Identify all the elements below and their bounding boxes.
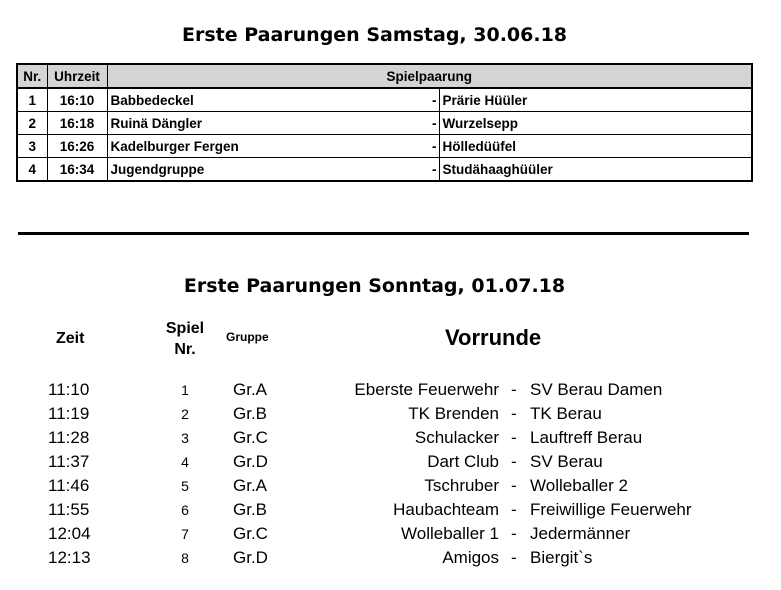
header-vorrunde: Vorrunde — [445, 325, 542, 350]
match-group: Gr.A — [233, 380, 268, 399]
home-team: Eberste Feuerwehr — [354, 380, 499, 399]
table-row — [17, 112, 752, 135]
away-team: Jedermänner — [530, 524, 631, 543]
away-team: Freiwillige Feuerwehr — [530, 500, 692, 519]
row-separator: - — [429, 158, 439, 182]
row-time: 16:10 — [47, 88, 107, 112]
match-group: Gr.C — [233, 428, 268, 447]
list-item — [0, 404, 781, 428]
match-group: Gr.B — [233, 500, 268, 519]
separator: - — [511, 452, 517, 471]
match-nr: 2 — [181, 406, 189, 422]
separator: - — [511, 548, 517, 567]
row-away-team: Hölledüüfel — [439, 135, 752, 158]
separator: - — [511, 524, 517, 543]
sunday-title: Erste Paarungen Sonntag, 01.07.18 — [183, 275, 566, 297]
home-team: Dart Club — [427, 452, 499, 471]
separator: - — [511, 500, 517, 519]
match-group: Gr.A — [233, 476, 268, 495]
match-group: Gr.C — [233, 524, 268, 543]
list-item — [0, 380, 781, 404]
row-home-team: Jugendgruppe — [107, 158, 429, 182]
match-group: Gr.D — [233, 452, 268, 471]
row-home-team: Ruinä Dängler — [107, 112, 429, 135]
row-nr: 4 — [17, 158, 47, 182]
away-team: Biergit`s — [530, 548, 593, 567]
header-pairing: Spielpaarung — [107, 64, 752, 88]
separator: - — [511, 428, 517, 447]
match-nr: 4 — [181, 454, 189, 470]
list-item — [0, 524, 781, 548]
match-nr: 7 — [181, 526, 189, 542]
home-team: Wolleballer 1 — [401, 524, 499, 543]
away-team: Wolleballer 2 — [530, 476, 628, 495]
row-nr: 2 — [17, 112, 47, 135]
match-nr: 8 — [181, 550, 189, 566]
row-nr: 3 — [17, 135, 47, 158]
table-row — [17, 135, 752, 158]
header-spiel-nr: Spiel Nr. — [165, 320, 205, 358]
match-group: Gr.D — [233, 548, 268, 567]
row-nr: 1 — [17, 88, 47, 112]
match-nr: 1 — [181, 382, 189, 398]
match-nr: 3 — [181, 430, 189, 446]
row-away-team: Prärie Hüüler — [439, 88, 752, 112]
row-home-team: Kadelburger Fergen — [107, 135, 429, 158]
match-time: 12:13 — [48, 548, 91, 567]
match-group: Gr.B — [233, 404, 268, 423]
row-time: 16:18 — [47, 112, 107, 135]
home-team: Tschruber — [424, 476, 499, 495]
list-item — [0, 428, 781, 452]
header-nr: Nr. — [17, 64, 47, 88]
home-team: Amigos — [442, 548, 499, 567]
match-nr: 6 — [181, 502, 189, 518]
home-team: Schulacker — [414, 428, 499, 447]
away-team: SV Berau — [530, 452, 603, 471]
row-time: 16:34 — [47, 158, 107, 182]
away-team: TK Berau — [530, 404, 602, 423]
list-item — [0, 476, 781, 500]
row-away-team: Wurzelsepp — [439, 112, 752, 135]
away-team: SV Berau Damen — [530, 380, 663, 399]
match-time: 11:46 — [48, 476, 90, 495]
list-item — [0, 500, 781, 524]
row-separator: - — [429, 88, 439, 112]
match-time: 11:19 — [48, 404, 90, 423]
match-time: 11:28 — [48, 428, 90, 447]
row-separator: - — [429, 112, 439, 135]
match-time: 11:10 — [48, 380, 90, 399]
table-row — [17, 158, 752, 182]
list-item — [0, 452, 781, 476]
away-team: Lauftreff Berau — [530, 428, 643, 447]
row-home-team: Babbedeckel — [107, 88, 429, 112]
row-separator: - — [429, 135, 439, 158]
separator: - — [511, 476, 517, 495]
header-gruppe: Gruppe — [226, 330, 269, 344]
home-team: TK Brenden — [408, 404, 499, 423]
separator: - — [511, 380, 517, 399]
row-time: 16:26 — [47, 135, 107, 158]
match-time: 11:37 — [48, 452, 90, 471]
row-away-team: Studähaaghüüler — [439, 158, 752, 182]
header-zeit: Zeit — [56, 330, 85, 347]
table-row — [17, 88, 752, 112]
header-time: Uhrzeit — [47, 64, 107, 88]
saturday-table-header — [17, 64, 752, 88]
match-time: 11:55 — [48, 500, 90, 519]
list-item — [0, 548, 781, 572]
match-nr: 5 — [181, 478, 189, 494]
home-team: Haubachteam — [393, 500, 499, 519]
saturday-pairings-table — [16, 63, 753, 182]
match-time: 12:04 — [48, 524, 91, 543]
section-divider — [18, 232, 749, 235]
saturday-title: Erste Paarungen Samstag, 30.06.18 — [181, 24, 568, 46]
separator: - — [511, 404, 517, 423]
